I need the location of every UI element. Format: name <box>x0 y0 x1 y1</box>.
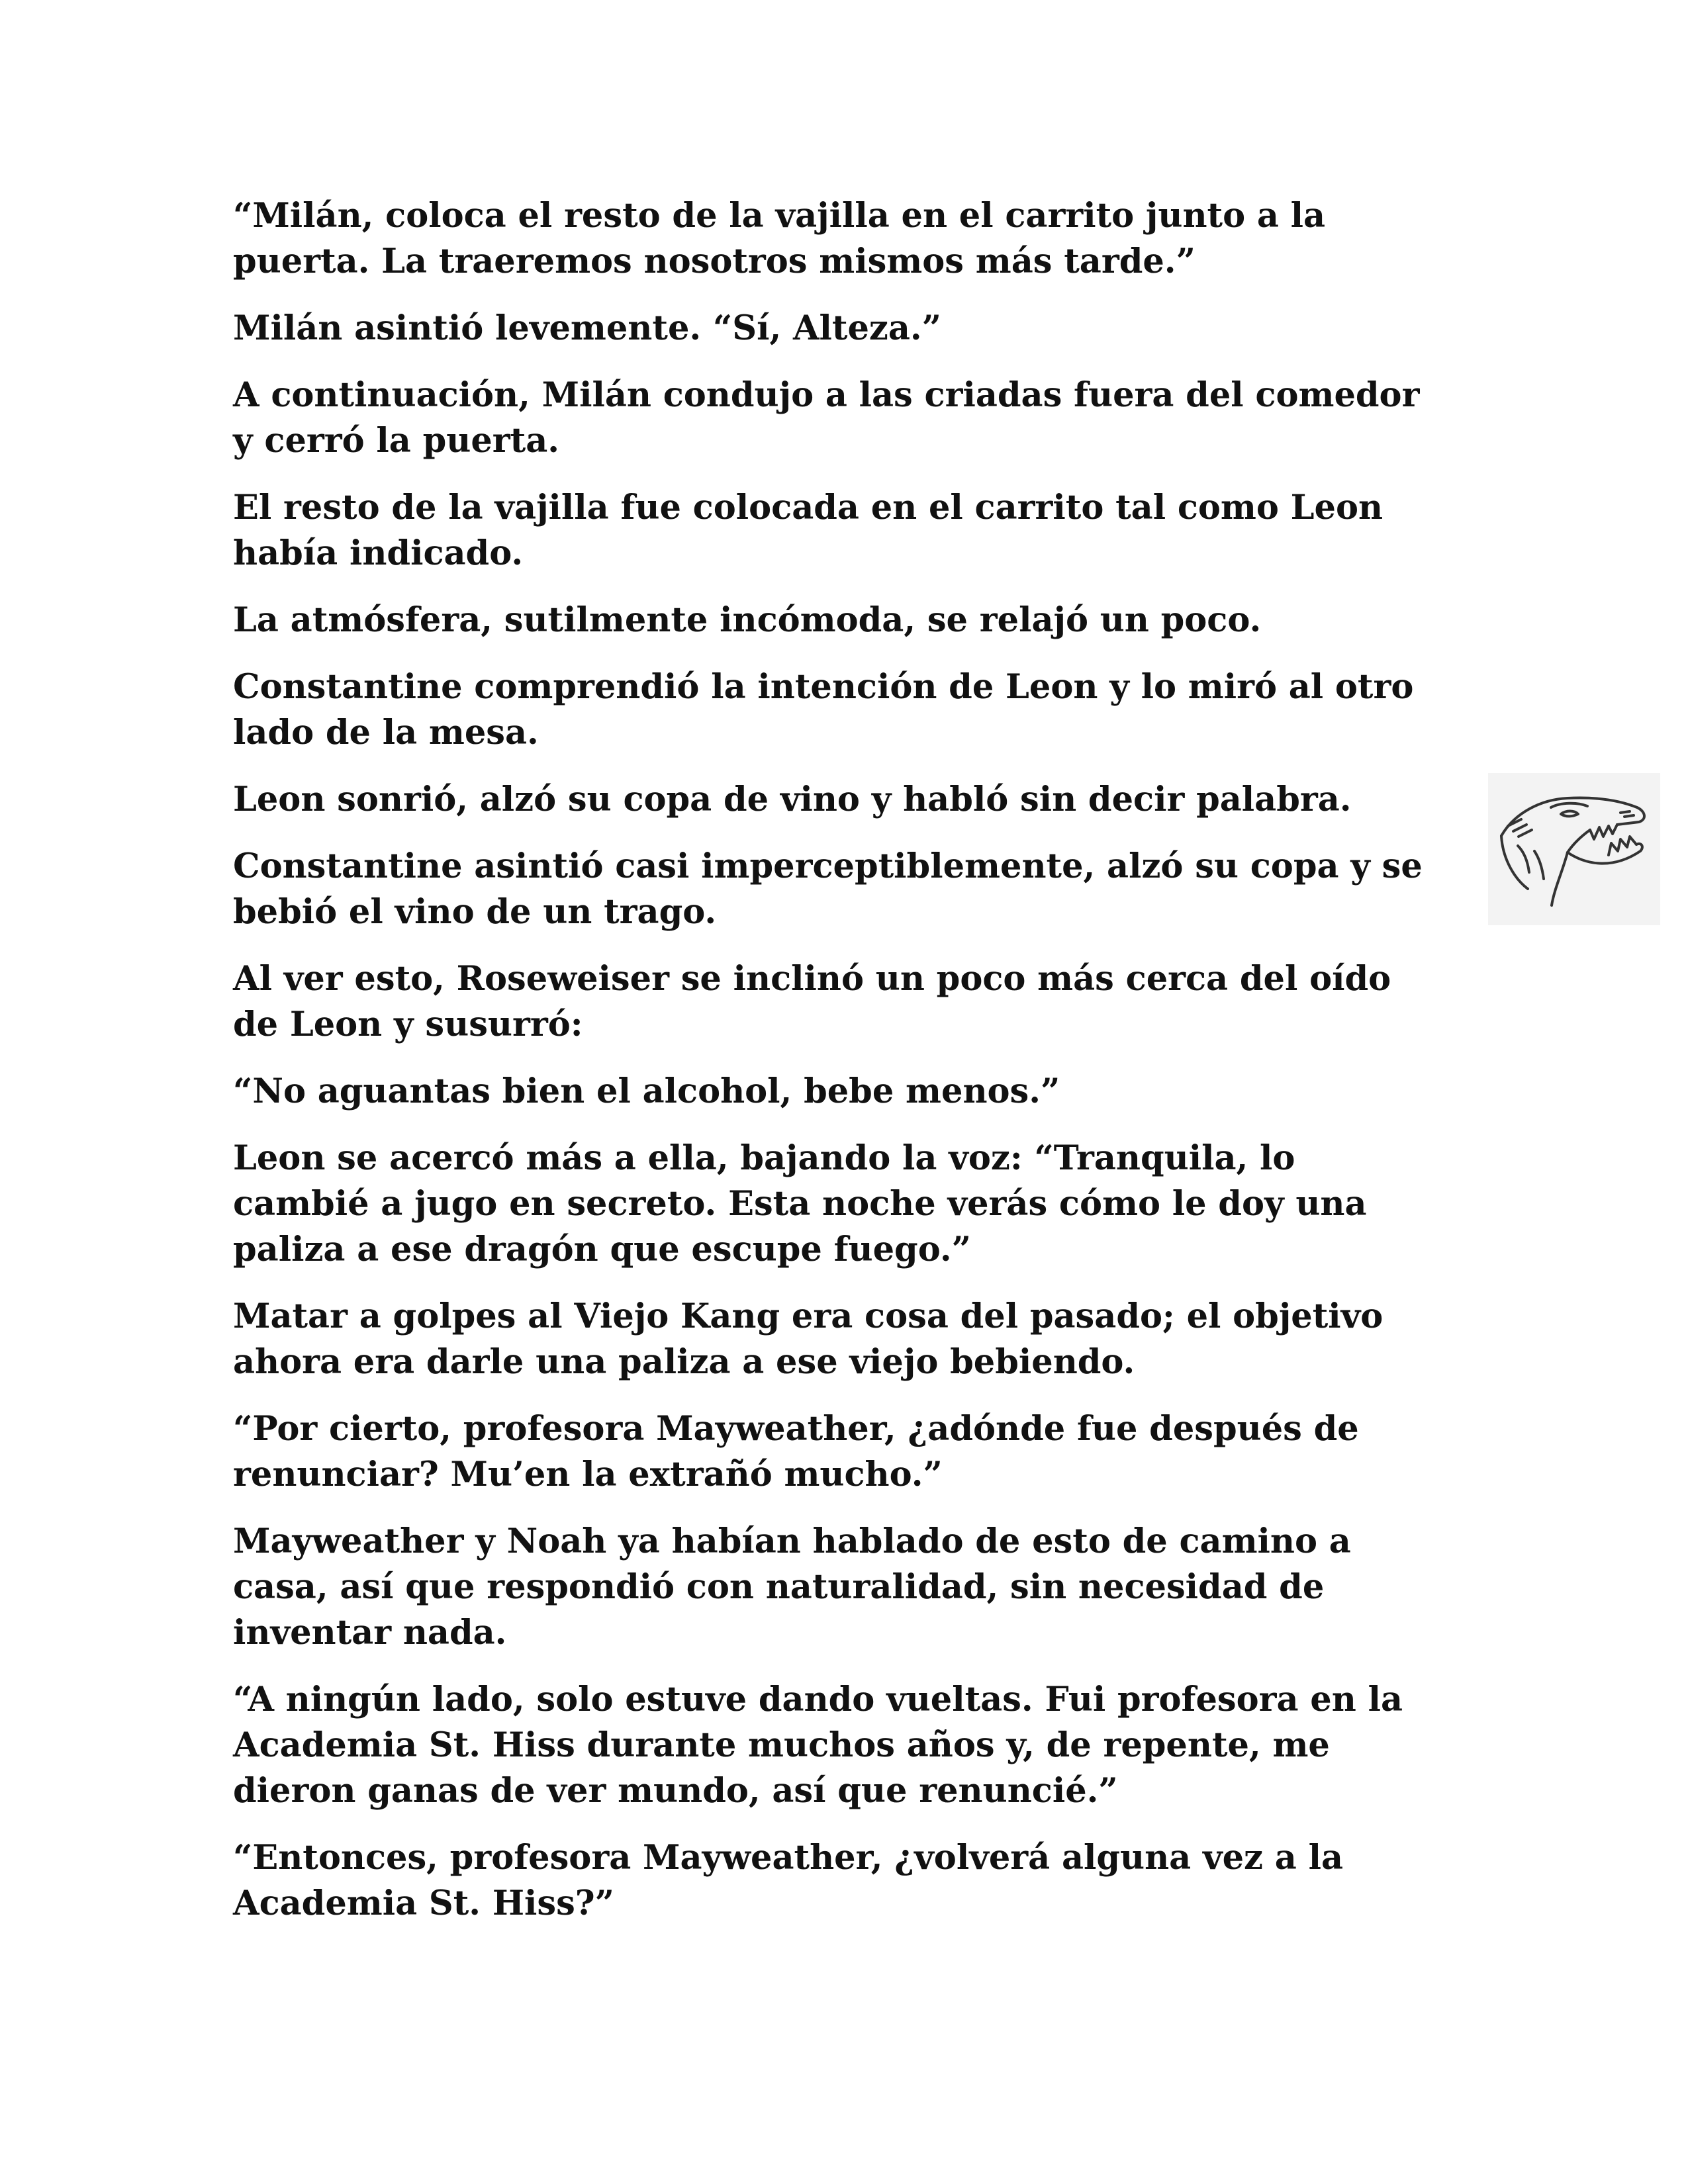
paragraph: Leon sonrió, alzó su copa de vino y habló sin decir palabra. <box>233 780 1352 819</box>
paragraph: El resto de la vajilla fue colocada en el carrito tal como Leon había indicado. <box>233 488 1383 573</box>
paragraph: “Entonces, profesora Mayweather, ¿volverá alguna vez a la Academia St. Hiss?” <box>233 1838 1343 1923</box>
paragraph: Constantine comprendió la intención de Leon y lo miró al otro lado de la mesa. <box>233 667 1414 752</box>
paragraph: Al ver esto, Roseweiser se inclinó un poco más cerca del oído de Leon y susurró: <box>233 959 1391 1044</box>
paragraph: Matar a golpes al Viejo Kang era cosa del pasado; el objetivo ahora era darle una paliza a ese viejo bebiendo. <box>233 1297 1383 1382</box>
paragraph: Leon se acercó más a ella, bajando la voz: “Tranquila, lo cambié a jugo en secreto. Esta noche verás cómo le doy una paliza a ese dragón que escupe fuego.” <box>233 1138 1367 1269</box>
paragraph: “No aguantas bien el alcohol, bebe menos.” <box>233 1071 1060 1111</box>
paragraph: La atmósfera, sutilmente incómoda, se relajó un poco. <box>233 600 1262 640</box>
paragraph: “Milán, coloca el resto de la vajilla en el carrito junto a la puerta. La traeremos nosotros mismos más tarde.” <box>233 196 1326 281</box>
paragraph: Mayweather y Noah ya habían hablado de esto de camino a casa, así que respondió con naturalidad, sin necesidad de inventar nada. <box>233 1522 1351 1653</box>
body-text <box>233 193 1458 1948</box>
paragraph: Milán asintió levemente. “Sí, Alteza.” <box>233 308 942 348</box>
paragraph: A continuación, Milán condujo a las criadas fuera del comedor y cerró la puerta. <box>233 375 1420 461</box>
paragraph: “A ningún lado, solo estuve dando vueltas. Fui profesora en la Academia St. Hiss durante muchos años y, de repente, me dieron ganas de ver mundo, así que renuncié.” <box>233 1680 1403 1811</box>
paragraph: Constantine asintió casi imperceptiblemente, alzó su copa y se bebió el vino de un trago. <box>233 846 1423 932</box>
dinosaur-head-icon <box>1488 773 1660 925</box>
paragraph: “Por cierto, profesora Mayweather, ¿adónde fue después de renunciar? Mu’en la extrañó mucho.” <box>233 1409 1359 1494</box>
